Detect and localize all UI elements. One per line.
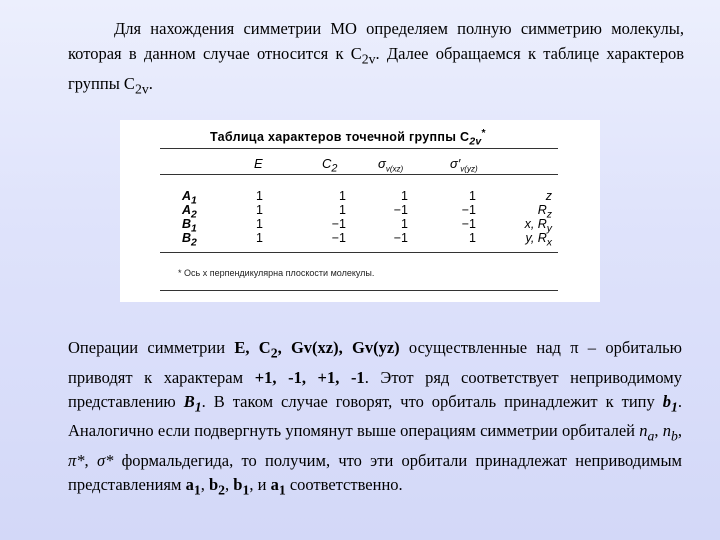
irrep-B1: $B_1$ [182, 217, 197, 235]
intro-text: Для нахождения симметрии МО определяем полную симметрию молекулы, которая в данном случае относится к $C_{2v}$. Далее обращаемся к таблице характеров группы $C_{2v}$. [68, 19, 684, 97]
body-paragraph: Операции симметрии E, $C_2$, Gv(xz), Gv(yz) осуществленные над π – орбиталью приводят к характерам +1, -1, +1, -1. Этот ряд соответствует неприводимому представлению $B_1$. В таком случае говорят, что орбиталь принадлежит к типу $b_1$. Аналогично если подвергнуть упомянут выше операциям симметрии орбиталей $n_a$, $n_b$, π*, σ* формальдегида, то получим, что эти орбитали принадлежат неприводимым представлениям $a_1$, $b_2$, $b_1$, и $a_1$ соответственно. [68, 338, 683, 498]
irrep-B2: $B_2$ [182, 231, 197, 249]
basis-B1: x, $R_y$ [524, 217, 552, 235]
cell-C2-A1: 1 [339, 189, 346, 203]
table-header-rule [160, 174, 558, 175]
cell-C2-B2: −1 [331, 231, 346, 245]
irrep-A2: $A_2$ [182, 203, 197, 221]
character-table-title: Таблица характеров точечной группы $C_{2v}^*$ [210, 128, 486, 148]
table-bottom-rule [160, 252, 558, 253]
cell-E-A1: 1 [256, 189, 263, 203]
header-sigma-xz: $\sigma_{v(xz)}$ [378, 156, 404, 174]
cell-E-B2: 1 [256, 231, 263, 245]
cell-C2-A2: 1 [339, 203, 346, 217]
cell-sxz-B2: −1 [393, 231, 408, 245]
cell-syz-A2: −1 [461, 203, 476, 217]
cell-syz-B2: 1 [469, 231, 476, 245]
table-top-rule [160, 148, 558, 149]
cell-sxz-A1: 1 [401, 189, 408, 203]
cell-E-B1: 1 [256, 217, 263, 231]
cell-E-A2: 1 [256, 203, 263, 217]
cell-sxz-A2: −1 [393, 203, 408, 217]
table-footnote: * Ось x перпендикулярна плоскости молекулы. [178, 268, 375, 278]
cell-syz-B1: −1 [461, 217, 476, 231]
header-sigma-yz: $\sigma'_{v(yz)}$ [450, 156, 478, 174]
intro-paragraph [68, 16, 684, 102]
cell-C2-B1: −1 [331, 217, 346, 231]
basis-A2: $R_z$ [537, 203, 552, 221]
irrep-A1: $A_1$ [182, 189, 197, 207]
header-E: E [254, 156, 263, 171]
table-footer-rule [160, 290, 558, 291]
header-C2: $C_2$ [322, 156, 338, 175]
basis-A1: z [545, 189, 552, 203]
cell-syz-A1: 1 [469, 189, 476, 203]
basis-B2: y, $R_x$ [525, 231, 552, 249]
cell-sxz-B1: 1 [401, 217, 408, 231]
character-table-image [120, 120, 600, 302]
